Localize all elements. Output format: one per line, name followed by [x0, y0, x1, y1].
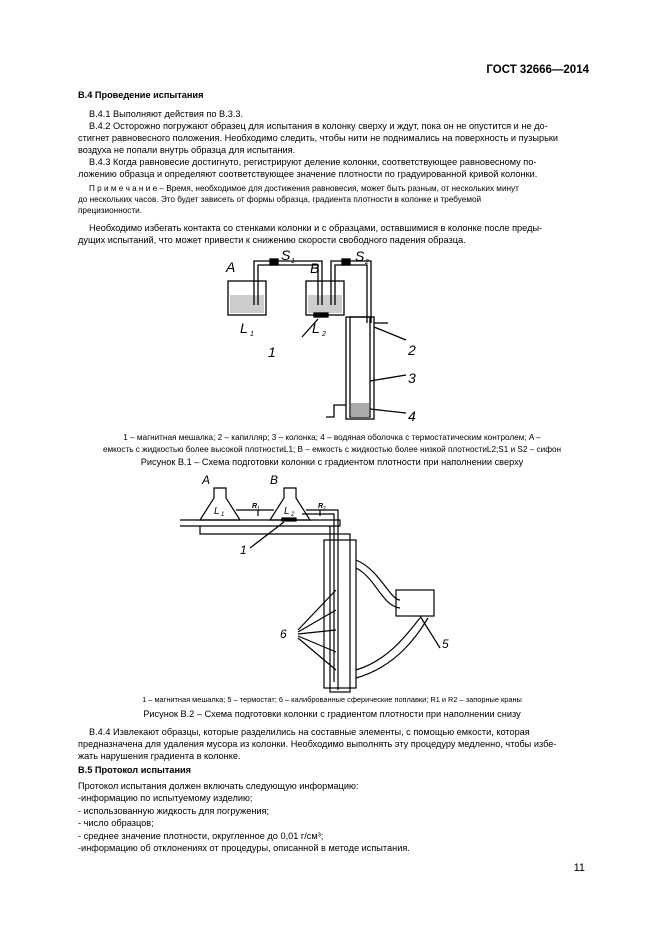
page-number: 11 — [573, 862, 585, 874]
label-4: 4 — [408, 408, 416, 424]
para-b4-contact-line1: Необходимо избегать контакта со стенками колонки и с образцами, оставшимися в колонке после преды- — [89, 223, 543, 233]
label-l1: L — [214, 506, 220, 517]
label-s1: S — [281, 247, 291, 263]
para-b44-line3: жать нарушения градиента в колонке. — [78, 751, 241, 761]
label-3: 3 — [408, 370, 416, 386]
document-code: ГОСТ 32666—2014 — [486, 64, 589, 76]
flask-b — [270, 488, 310, 520]
section-b5-title: В.5 Протокол испытания — [78, 765, 192, 775]
thermostat — [396, 590, 434, 616]
para-b42-line1: В.4.2 Осторожно погружают образец для испытания в колонку сверху и ждут, пока он не опустится и не до- — [89, 121, 548, 131]
label-a: A — [226, 259, 236, 275]
svg-text:1: 1 — [257, 506, 260, 512]
note-line1: П р и м е ч а н и е – Время, необходимое для достижения равновесия, может быть разным, от нескольких минут — [89, 184, 519, 193]
figure-b2-legend: 1 – магнитная мешалка; 5 – термостат; 6 – калиброванные сферические поплавки; R1 и R2 – запорные краны — [142, 695, 522, 704]
list-item: - число образцов; — [78, 818, 154, 829]
figure-b1-diagram — [210, 245, 440, 430]
list-item: -информацию по испытуемому изделию; — [78, 793, 253, 803]
figure-b1-title: Рисунок В.1 – Схема подготовки колонки с градиентом плотности при наполнении сверху — [140, 457, 524, 467]
para-b44-line2: предназначена для удаления мусора из колонки. Необходимо выполнять эту процедуру медленно, чтобы избе- — [78, 739, 557, 749]
svg-text:2: 2 — [291, 512, 295, 518]
para-b4-contact-line2: дущих испытаний, что может привести к снижению скорости свободного падения образца. — [78, 235, 466, 245]
section-b5-intro: Протокол испытания должен включать следующую информацию: — [78, 781, 359, 791]
para-b43-line2: ложению образца и определяют соответствующее значение плотности по градуированной кривой колонки. — [78, 169, 538, 179]
label-l2: L — [284, 506, 290, 517]
label-b: B — [310, 260, 320, 276]
label-a: A — [202, 473, 211, 487]
svg-text:1: 1 — [250, 331, 254, 338]
figure-b2-title: Рисунок В.2 – Схема подготовки колонки с градиентом плотности при наполнении снизу — [143, 709, 521, 719]
note-line3: прецизионности. — [78, 206, 142, 215]
figure-b2-diagram — [170, 470, 470, 695]
svg-text:1: 1 — [291, 258, 295, 265]
svg-text:2: 2 — [322, 331, 326, 338]
label-2: 2 — [408, 342, 416, 358]
label-1: 1 — [240, 543, 247, 557]
list-item: -информацию об отклонениях от процедуры, описанной в методе испытания. — [78, 843, 410, 854]
para-b41: В.4.1 Выполняют действия по В.3.3. — [89, 109, 244, 119]
note-line2: до нескольких часов. Это будет зависеть от формы образца, градиента плотности в колонке и требуемой — [78, 195, 482, 204]
label-l1: L — [240, 320, 248, 336]
label-6: 6 — [280, 627, 287, 641]
label-r2: R — [318, 503, 324, 510]
label-b: B — [270, 473, 279, 487]
list-item: - использованную жидкость для погружения; — [78, 805, 270, 816]
label-s2: S — [355, 248, 365, 264]
label-r1: R — [252, 503, 258, 510]
list-item: - среднее значение плотности, округленное до 0,01 г/см³; — [78, 830, 324, 841]
label-5: 5 — [442, 637, 449, 651]
svg-text:2: 2 — [365, 259, 369, 266]
figure-b1-legend-line1: 1 – магнитная мешалка; 2 – капилляр; 3 – колонка; 4 – водяная оболочка с термостатическим контролем; A – — [123, 433, 541, 442]
section-b5-list — [78, 792, 584, 855]
section-b4-title: В.4 Проведение испытания — [78, 90, 204, 100]
para-b44-line1: В.4.4 Извлекают образцы, которые разделились на составные элементы, с помощью емкости, которая — [89, 727, 530, 737]
svg-text:2: 2 — [323, 506, 326, 512]
label-1: 1 — [268, 344, 276, 360]
para-b42-line2: стигнет равновесного положения. Необходимо следить, чтобы нити не поднимались на поверхность и пузырьки — [78, 133, 559, 143]
para-b42-line3: воздуха не попали внутрь образца для испытания. — [78, 145, 296, 155]
figure-b1-legend-line2: емкость с жидкостью более высокой плотностиL1; B – емкость с жидкостью более низкой плотностиL2;S1 и S2 – сифон — [102, 445, 562, 454]
label-l2: L — [312, 320, 320, 336]
flask-a — [200, 488, 240, 520]
svg-text:1: 1 — [221, 512, 225, 518]
para-b43-line1: В.4.3 Когда равновесие достигнуто, регистрируют деление колонки, соответствующее равновесному по- — [89, 157, 537, 167]
